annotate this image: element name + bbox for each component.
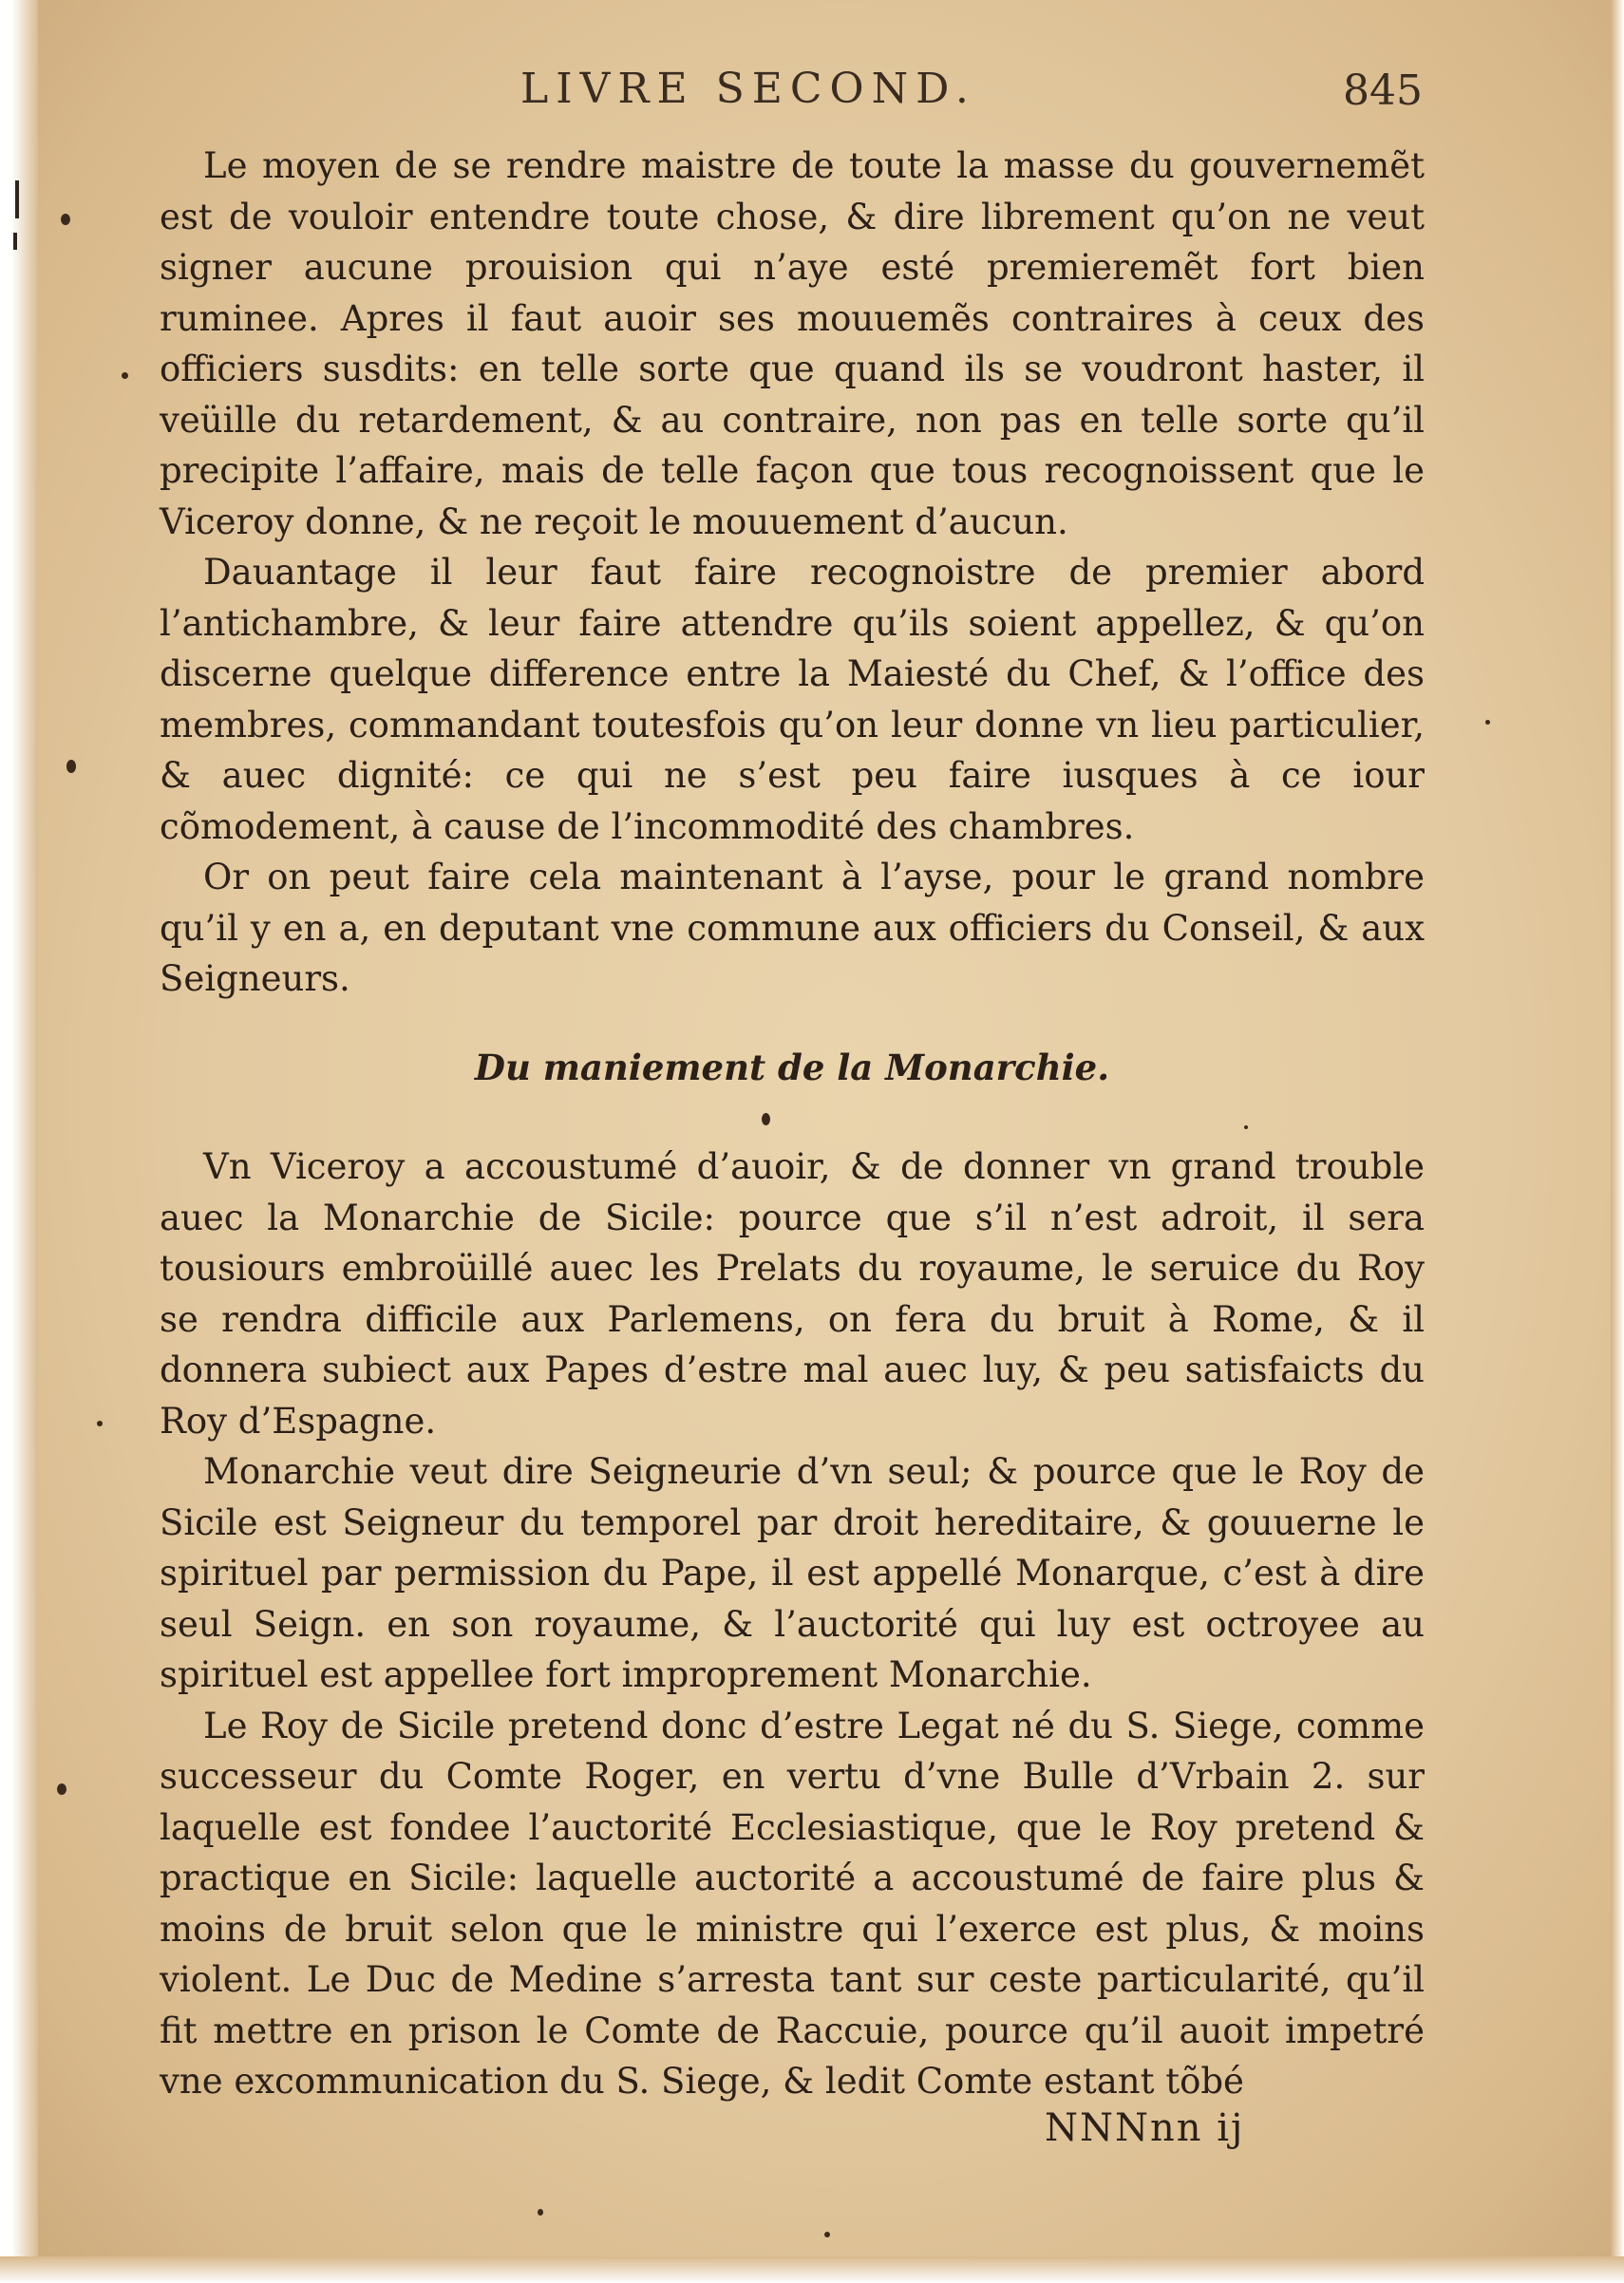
section-heading: Du maniement de la Monarchie. bbox=[474, 1047, 1110, 1088]
margin-mark bbox=[15, 180, 19, 218]
paragraph: Le Roy de Sicile pretend donc d’estre Legat né du S. Siege, comme successeur du Comte Roger, en vertu d’vne Bulle d’Vrbain 2. sur laquelle est fondee l’auctorité Ecclesiastique, que le Roy pretend & practique en Sicile: laquelle auctorité a accoustumé de faire plus & moins de bruit selon que le ministre qui l’exerce est plus, & moins violent. Le Duc de Medine s’arresta tant sur ceste particularité, qu’il fit mettre en prison le Comte de Raccuie, pource qu’il auoit impetré vne excommunication du S. Siege, & ledit Comte estant tõbé bbox=[160, 1705, 1425, 2102]
ink-speck bbox=[61, 214, 70, 225]
ink-speck bbox=[66, 760, 76, 773]
signature-mark: NNNnn ij bbox=[1045, 2106, 1245, 2150]
ink-speck bbox=[824, 2232, 830, 2237]
ink-speck bbox=[97, 1421, 103, 1426]
paragraph: Monarchie veut dire Seigneurie d’vn seul; & pource que le Roy de Sicile est Seigneur du temporel par droit hereditaire, & gouuerne le spirituel par permission du Pape, il est appellé Monarque, c’est à dire seul Seign. en son royaume, & l’auctorité qui luy est octroyee au spirituel est appellee fort improprement Monarchie. bbox=[160, 1451, 1425, 1695]
ink-speck bbox=[1485, 720, 1490, 725]
paragraph: Dauantage il leur faut faire recognoistre de premier abord l’antichambre, & leur faire attendre qu’ils soient appellez, & qu’on discerne quelque difference entre la Maiesté du Chef, & l’office des membres, commandant toutesfois qu’on leur donne vn lieu particulier, & auec dignité: ce qui ne s’est peu faire iusques à ce iour cõmodement, à cause de l’incommodité des chambres. bbox=[160, 552, 1425, 847]
paragraph: Vn Viceroy a accoustumé d’auoir, & de donner vn grand trouble auec la Monarchie de Sicile: pource que s’il n’est adroit, il sera tousiours embroüillé auec les Prelats du royaume, le seruice du Roy se rendra difficile aux Parlemens, on fera du bruit à Rome, & il donnera subiect aux Papes d’estre mal auec luy, & peu satisfaicts du Roy d’Espagne. bbox=[160, 1146, 1425, 1442]
paragraph: Le moyen de se rendre maistre de toute la masse du gouvernemẽt est de vouloir entendre toute chose, & dire librement qu’on ne veut signer aucune prouision qui n’aye esté premieremẽt fort bien ruminee. Apres il faut auoir ses mouuemẽs contraires à ceux des officiers susdits: en telle sorte que quand ils se voudront haster, il veüille du retardement, & au contraire, non pas en telle sorte qu’il precipite l’affaire, mais de telle façon que tous recognoissent que le Viceroy donne, & ne reçoit le mouuement d’aucun. bbox=[160, 145, 1425, 542]
ink-speck bbox=[122, 372, 128, 379]
page-header bbox=[160, 65, 1425, 122]
ink-speck bbox=[1244, 1125, 1248, 1129]
margin-mark bbox=[13, 233, 17, 250]
ink-speck bbox=[762, 1113, 770, 1125]
ink-speck bbox=[538, 2209, 543, 2216]
page-bottom-edge bbox=[0, 2256, 1624, 2283]
paragraph: Or on peut faire cela maintenant à l’ayse, pour le grand nombre qu’il y en a, en deputant vne commune aux officiers du Conseil, & aux Seigneurs. bbox=[160, 857, 1425, 999]
page-right-edge bbox=[1611, 0, 1624, 2283]
page-number: 845 bbox=[1343, 66, 1423, 115]
section-continuation bbox=[160, 141, 1425, 1005]
binding-shadow bbox=[0, 0, 38, 2283]
running-head: LIVRE SECOND. bbox=[520, 65, 976, 113]
ink-speck bbox=[57, 1783, 66, 1795]
section-monarchie bbox=[160, 1142, 1425, 2107]
